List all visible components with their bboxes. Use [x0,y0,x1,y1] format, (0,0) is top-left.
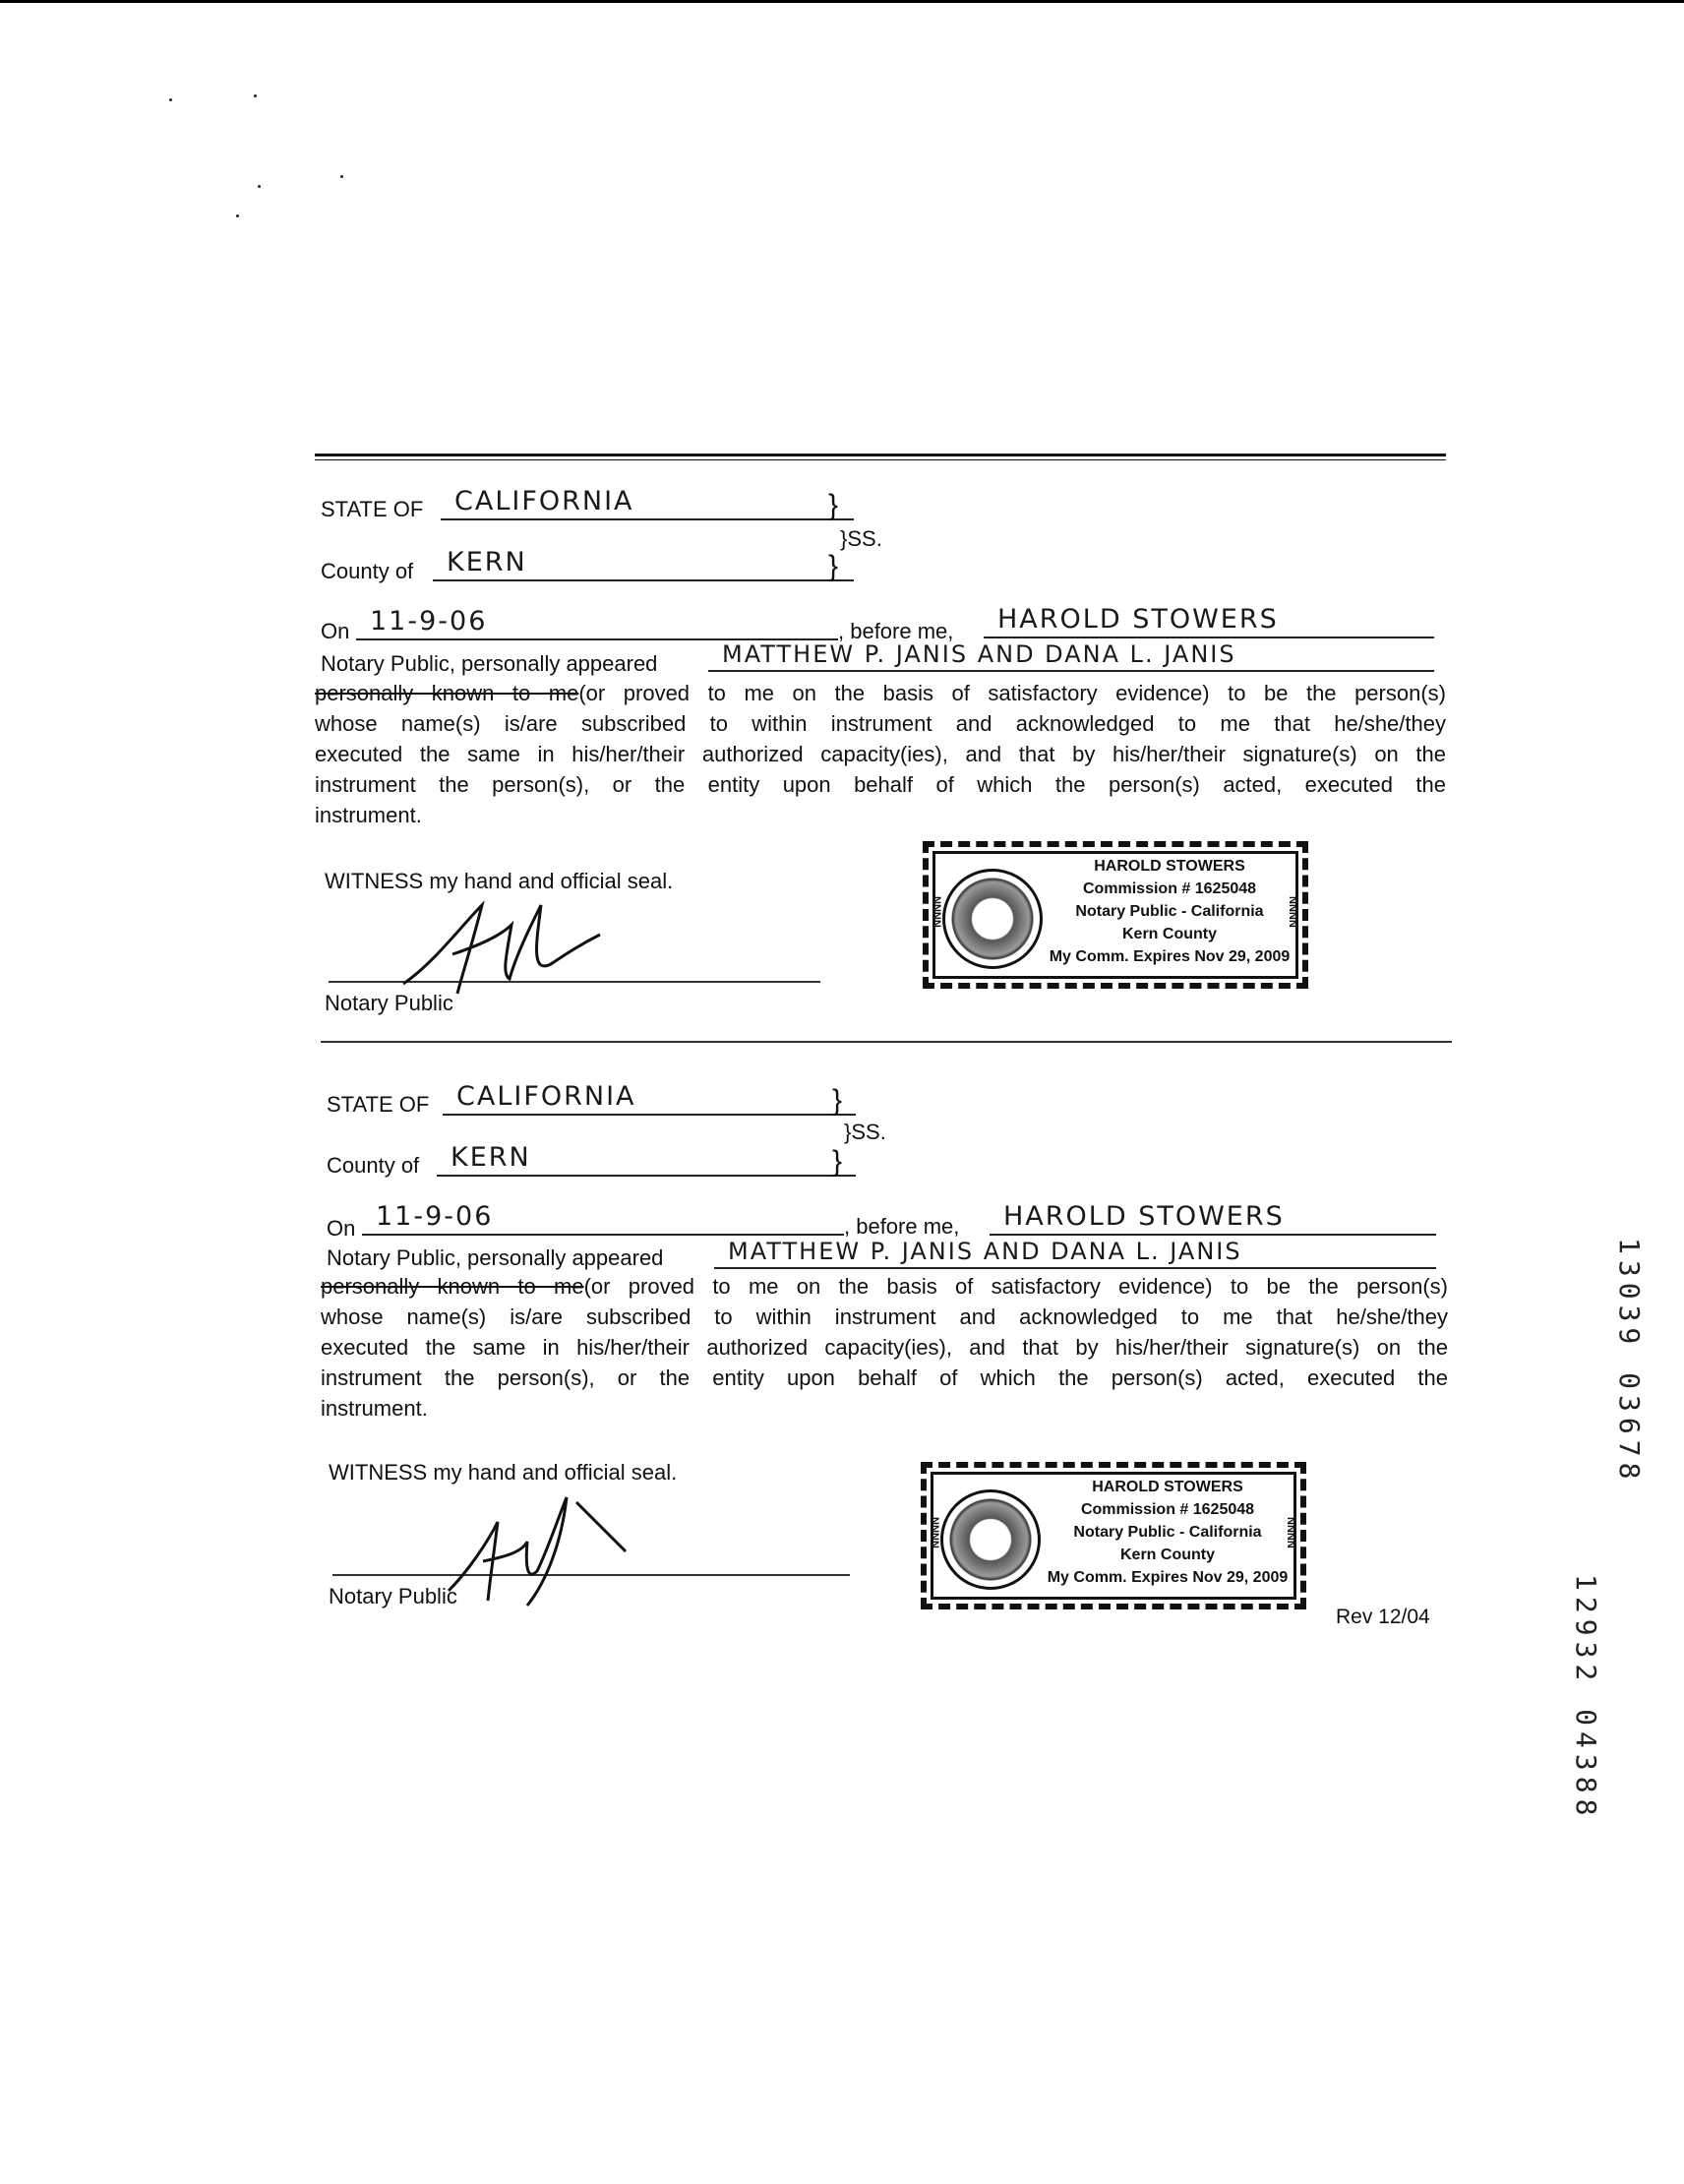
ss-label: }SS. [840,526,882,551]
document-stamp-number: 13039 03678 [1613,1238,1646,1486]
notary-seal-stamp [921,1462,1306,1609]
notary-name-value: HAROLD STOWERS [997,604,1279,635]
scan-speck [169,98,172,101]
date-value: 11-9-06 [370,606,488,637]
state-value: CALIFORNIA [454,486,634,516]
witness-text: WITNESS my hand and official seal. [329,1460,678,1485]
scan-speck [254,94,257,97]
date-field [362,1201,844,1236]
county-value: KERN [447,547,527,577]
para-line: instrument the person(s), or the entity upon behalf of which the person(s) acted, executed the [321,1365,1448,1390]
brace: } [828,550,839,582]
notary-signature-image [393,885,630,1003]
section-divider [315,454,1446,460]
date-field [356,606,838,640]
revision-label: Rev 12/04 [1336,1606,1430,1628]
appeared-label: Notary Public, personally appeared [327,1245,664,1270]
county-label: County of [321,559,414,583]
seal-text [1045,1476,1291,1589]
seal-line: HAROLD STOWERS [1092,1479,1243,1495]
document-stamp-number: 12932 04388 [1570,1574,1602,1822]
seal-side-text: NNNN [929,1517,940,1548]
state-seal-emblem-icon [942,869,1043,969]
para-line: instrument. [321,1396,428,1421]
notary-name-field [990,1201,1436,1236]
brace: } [832,1145,843,1178]
para-line: whose name(s) is/are subscribed to within instrument and acknowledged to me that he/she/they [315,711,1446,736]
brace: } [828,489,839,521]
seal-text [1047,855,1293,968]
seal-side-text: NNNN [1287,896,1298,928]
seal-line: My Comm. Expires Nov 29, 2009 [1049,948,1291,965]
seal-line: My Comm. Expires Nov 29, 2009 [1047,1569,1289,1586]
appeared-value: MATTHEW P. JANIS AND DANA L. JANIS [728,1238,1242,1265]
notary-public-label: Notary Public [325,991,453,1015]
notary-seal-stamp [923,841,1308,989]
notary-name-field [984,604,1434,638]
seal-line: Kern County [1122,926,1217,942]
para-line: instrument. [315,803,422,827]
struck-text: personally known to me [315,681,579,705]
appeared-field [714,1238,1436,1269]
on-label: On [327,1216,356,1241]
brace: } [832,1084,843,1117]
para-line: executed the same in his/her/their authorized capacity(ies), and that by his/her/their signature(s) on the [315,742,1446,766]
ss-label: }SS. [844,1120,886,1144]
scan-speck [340,175,343,178]
state-value: CALIFORNIA [456,1081,636,1112]
before-me-label: , before me, [838,619,954,643]
para-line: whose name(s) is/are subscribed to within instrument and acknowledged to me that he/she/they [321,1304,1448,1329]
witness-text: WITNESS my hand and official seal. [325,869,674,893]
para-line: (or proved to me on the basis of satisfactory evidence) to be the person(s) [583,1274,1448,1299]
struck-text: personally known to me [321,1274,584,1299]
acknowledgment-section-2 [321,1035,1452,1628]
seal-line: Commission # 1625048 [1080,1501,1255,1518]
notary-name-value: HAROLD STOWERS [1003,1201,1285,1232]
acknowledgment-paragraph [315,678,1446,830]
scan-edge-line [0,0,1684,3]
state-field [441,486,854,520]
notary-public-label: Notary Public [329,1584,457,1608]
state-seal-emblem-icon [940,1489,1041,1590]
seal-line: HAROLD STOWERS [1094,858,1245,875]
appeared-value: MATTHEW P. JANIS AND DANA L. JANIS [722,640,1236,668]
county-field [433,547,854,581]
scan-speck [258,185,261,188]
appeared-field [708,640,1434,672]
seal-side-text: NNNN [1285,1517,1296,1548]
state-field [443,1081,856,1116]
seal-line: Notary Public - California [1075,903,1264,920]
on-label: On [321,619,350,643]
seal-side-text: NNNN [931,896,942,928]
county-value: KERN [451,1142,531,1173]
state-label: STATE OF [327,1092,430,1117]
seal-line: Commission # 1625048 [1082,880,1257,897]
acknowledgment-paragraph [321,1271,1448,1424]
seal-line: Notary Public - California [1073,1524,1262,1541]
state-label: STATE OF [321,497,424,521]
notary-signature-image [429,1483,665,1610]
para-line: (or proved to me on the basis of satisfactory evidence) to be the person(s) [578,681,1446,705]
county-label: County of [327,1153,420,1178]
para-line: executed the same in his/her/their authorized capacity(ies), and that by his/her/their signature(s) on the [321,1335,1448,1360]
seal-line: Kern County [1120,1547,1215,1563]
section-divider [321,1041,1452,1043]
scan-speck [236,214,239,217]
appeared-label: Notary Public, personally appeared [321,651,658,676]
county-field [437,1142,856,1177]
acknowledgment-section-1 [315,448,1446,1018]
before-me-label: , before me, [844,1214,960,1239]
para-line: instrument the person(s), or the entity upon behalf of which the person(s) acted, executed the [315,772,1446,797]
date-value: 11-9-06 [376,1201,494,1232]
